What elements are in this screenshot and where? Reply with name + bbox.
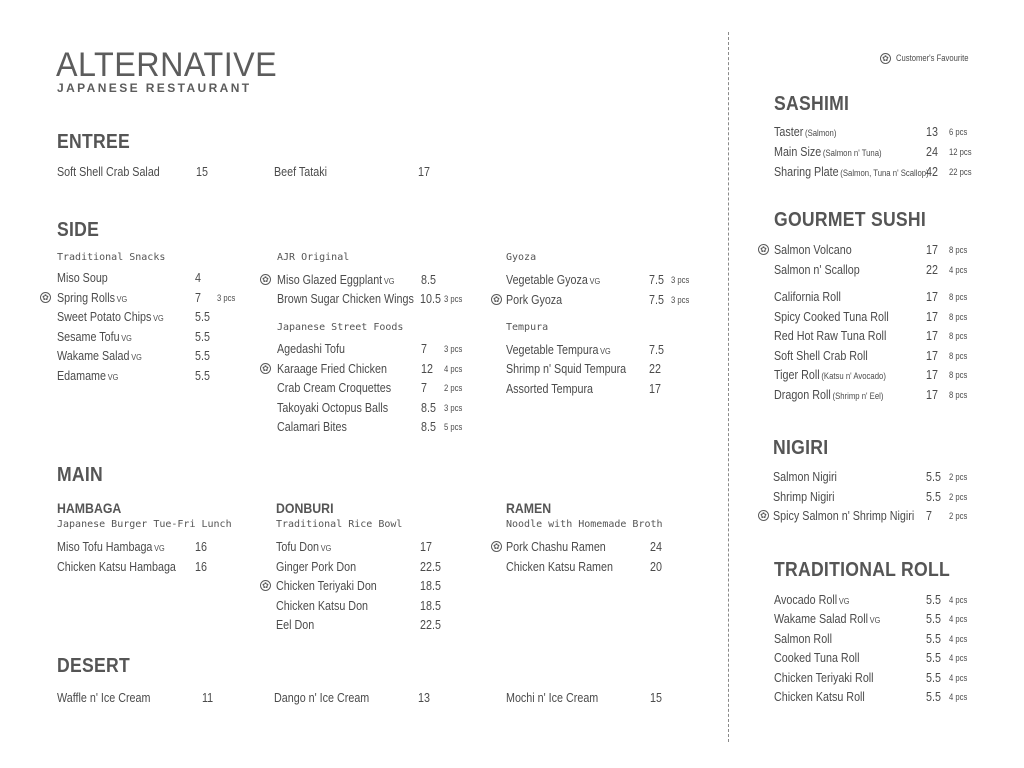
column-divider (728, 32, 729, 742)
item-name: Vegetable Tempura VG (506, 343, 611, 357)
legend-label: Customer's Favourite (896, 53, 969, 63)
group-label: Gyoza (506, 252, 537, 263)
item-price: 17 (649, 382, 661, 396)
vegan-tag: VG (107, 372, 119, 382)
ramen-title: RAMEN (506, 500, 552, 516)
menu-item (57, 328, 257, 346)
flower-icon: ✿ (40, 292, 51, 303)
item-name: Chicken Katsu Hambaga (57, 560, 176, 574)
menu-item (57, 689, 257, 707)
item-pieces: 8 pcs (949, 390, 968, 400)
item-name: Chicken Teriyaki Roll (774, 671, 874, 685)
flower-icon: ✿ (758, 510, 769, 521)
menu-item (774, 366, 994, 384)
item-price: 5.5 (195, 369, 210, 383)
item-pieces: 8 pcs (949, 370, 968, 380)
menu-item (774, 649, 994, 667)
item-name: Spring Rolls VG (57, 291, 128, 305)
menu-item (774, 688, 994, 706)
item-name: Salmon Volcano (774, 243, 852, 257)
group-label: Japanese Street Foods (277, 322, 404, 333)
item-name: Pork Gyoza (506, 293, 563, 307)
menu-item (277, 340, 477, 358)
menu-item (277, 290, 477, 308)
item-name: Crab Cream Croquettes (277, 381, 392, 395)
hambaga-title: HAMBAGA (57, 500, 122, 516)
item-price: 5.5 (926, 690, 941, 704)
menu-item (57, 289, 257, 307)
item-name: Miso Soup (57, 271, 108, 285)
item-pieces: 2 pcs (949, 472, 968, 482)
item-name: Agedashi Tofu (277, 342, 345, 356)
menu-item (277, 360, 477, 378)
item-name: Brown Sugar Chicken Wings (277, 292, 414, 306)
nigiri-title: NIGIRI (773, 437, 829, 459)
item-price: 17 (926, 310, 938, 324)
item-name: Dragon Roll (Shrimp n' Eel) (774, 388, 884, 402)
item-pieces: 22 pcs (949, 167, 972, 177)
menu-item (57, 163, 257, 181)
menu-item (277, 379, 477, 397)
item-price: 7.5 (649, 293, 664, 307)
item-price: 7 (421, 342, 427, 356)
menu-item (506, 558, 706, 576)
menu-item (57, 269, 257, 287)
menu-item (274, 163, 474, 181)
flower-icon: ✿ (260, 274, 271, 285)
item-pieces: 2 pcs (444, 383, 463, 393)
group-label: Noodle with Homemade Broth (506, 519, 663, 530)
gourmet-sushi-title: GOURMET SUSHI (774, 209, 927, 231)
vegan-tag: VG (838, 596, 850, 606)
item-price: 17 (926, 368, 938, 382)
item-price: 5.5 (926, 593, 941, 607)
item-name: Chicken Teriyaki Don (276, 579, 377, 593)
item-note: (Salmon, Tuna n' Scallop) (840, 168, 929, 178)
vegan-tag: VG (383, 276, 395, 286)
item-name: Chicken Katsu Ramen (506, 560, 613, 574)
item-price: 11 (202, 691, 214, 705)
item-price: 5.5 (926, 632, 941, 646)
item-price: 4 (195, 271, 201, 285)
menu-item (774, 143, 994, 161)
menu-item (774, 669, 994, 687)
menu-item (774, 610, 994, 628)
menu-item (57, 538, 257, 556)
flower-icon: ✿ (260, 363, 271, 374)
item-name: Red Hot Raw Tuna Roll (774, 329, 887, 343)
item-price: 20 (650, 560, 662, 574)
menu-item (57, 347, 257, 365)
flower-icon: ✿ (491, 541, 502, 552)
item-name: Vegetable Gyoza VG (506, 273, 601, 287)
item-name: Calamari Bites (277, 420, 347, 434)
item-pieces: 4 pcs (949, 614, 968, 624)
menu-item (774, 163, 994, 181)
item-pieces: 3 pcs (444, 294, 463, 304)
item-price: 5.5 (926, 612, 941, 626)
menu-item (774, 591, 994, 609)
item-price: 5.5 (926, 671, 941, 685)
menu-item (774, 327, 994, 345)
item-name: Pork Chashu Ramen (506, 540, 606, 554)
menu-item (57, 558, 257, 576)
item-price: 7.5 (649, 343, 664, 357)
menu-item (277, 418, 477, 436)
item-pieces: 3 pcs (671, 275, 690, 285)
menu-item (57, 308, 257, 326)
vegan-tag: VG (116, 294, 128, 304)
item-name: Dango n' Ice Cream (274, 691, 370, 705)
group-label: Tempura (506, 322, 549, 333)
item-name: Miso Tofu Hambaga VG (57, 540, 165, 554)
menu-item (774, 386, 994, 404)
item-price: 42 (926, 165, 938, 179)
item-price: 5.5 (195, 310, 210, 324)
item-name: Tofu Don VG (276, 540, 332, 554)
item-price: 5.5 (926, 470, 941, 484)
menu-item (774, 261, 994, 279)
item-note: (Salmon) (805, 128, 837, 138)
item-name: Sweet Potato Chips VG (57, 310, 164, 324)
item-note: (Shrimp n' Eel) (832, 391, 884, 401)
item-price: 22 (926, 263, 938, 277)
item-price: 10.5 (420, 292, 441, 306)
item-name: Sharing Plate (Salmon, Tuna n' Scallop) (774, 165, 929, 179)
item-price: 7 (421, 381, 427, 395)
item-price: 15 (650, 691, 662, 705)
item-name: Spicy Cooked Tuna Roll (774, 310, 889, 324)
item-name: Cooked Tuna Roll (774, 651, 860, 665)
traditional-roll-title: TRADITIONAL ROLL (774, 559, 950, 581)
item-price: 22.5 (420, 560, 441, 574)
menu-item (276, 538, 476, 556)
flower-icon: ✿ (758, 244, 769, 255)
item-price: 5.5 (195, 349, 210, 363)
vegan-tag: VG (600, 346, 611, 356)
item-name: Wakame Salad VG (57, 349, 142, 363)
item-pieces: 8 pcs (949, 331, 968, 341)
item-pieces: 8 pcs (949, 312, 968, 322)
vegan-tag: VG (869, 615, 881, 625)
item-pieces: 4 pcs (444, 364, 463, 374)
menu-item (774, 123, 994, 141)
restaurant-subtitle: JAPANESE RESTAURANT (57, 81, 252, 95)
item-price: 8.5 (421, 420, 436, 434)
item-name: Assorted Tempura (506, 382, 594, 396)
group-label: Traditional Rice Bowl (276, 519, 403, 530)
menu-item (506, 341, 706, 359)
item-name: Main Size (Salmon n' Tuna) (774, 145, 882, 159)
menu-item (774, 241, 994, 259)
item-pieces: 4 pcs (949, 634, 968, 644)
donburi-title: DONBURI (276, 500, 334, 516)
item-pieces: 6 pcs (949, 127, 968, 137)
menu-item (57, 367, 257, 385)
item-pieces: 4 pcs (949, 692, 968, 702)
menu-item (506, 538, 706, 556)
menu-item (774, 288, 994, 306)
menu-item (774, 308, 994, 326)
menu-item (506, 380, 706, 398)
flower-icon: ✿ (491, 294, 502, 305)
menu-item (276, 558, 476, 576)
menu-item (773, 468, 993, 486)
vegan-tag: VG (320, 543, 332, 553)
menu-item (274, 689, 474, 707)
item-price: 16 (195, 560, 207, 574)
item-name: Ginger Pork Don (276, 560, 357, 574)
item-price: 16 (195, 540, 207, 554)
menu-item (506, 689, 706, 707)
item-name: Salmon Nigiri (773, 470, 837, 484)
item-price: 17 (926, 243, 938, 257)
item-name: Waffle n' Ice Cream (57, 691, 151, 705)
item-pieces: 5 pcs (444, 422, 463, 432)
item-pieces: 4 pcs (949, 595, 968, 605)
item-name: Edamame VG (57, 369, 119, 383)
item-price: 24 (650, 540, 662, 554)
item-price: 5.5 (926, 651, 941, 665)
restaurant-name: ALTERNATIVE (56, 46, 278, 84)
vegan-tag: VG (154, 543, 165, 553)
sashimi-title: SASHIMI (774, 93, 850, 115)
item-name: Soft Shell Crab Salad (57, 165, 160, 179)
item-name: Chicken Katsu Roll (774, 690, 865, 704)
item-name: Beef Tataki (274, 165, 327, 179)
item-price: 17 (926, 290, 938, 304)
item-name: California Roll (774, 290, 841, 304)
group-label: Traditional Snacks (57, 252, 166, 263)
item-name: Chicken Katsu Don (276, 599, 369, 613)
item-name: Avocado Roll VG (774, 593, 850, 607)
menu-item (773, 488, 993, 506)
item-price: 8.5 (421, 273, 436, 287)
item-pieces: 3 pcs (444, 403, 463, 413)
menu-item (774, 347, 994, 365)
menu-item (774, 630, 994, 648)
side-title: SIDE (57, 219, 100, 241)
item-price: 17 (926, 349, 938, 363)
vegan-tag: VG (121, 333, 132, 343)
item-name: Wakame Salad Roll VG (774, 612, 881, 626)
vegan-tag: VG (589, 276, 601, 286)
item-price: 18.5 (420, 599, 441, 613)
item-pieces: 8 pcs (949, 351, 968, 361)
desert-title: DESERT (57, 655, 130, 677)
item-name: Karaage Fried Chicken (277, 362, 387, 376)
item-name: Shrimp Nigiri (773, 490, 835, 504)
menu-item (276, 597, 476, 615)
item-pieces: 3 pcs (671, 295, 690, 305)
item-price: 7 (926, 509, 932, 523)
item-pieces: 2 pcs (949, 492, 968, 502)
item-name: Sesame Tofu VG (57, 330, 132, 344)
item-price: 13 (926, 125, 938, 139)
item-pieces: 8 pcs (949, 245, 968, 255)
item-name: Miso Glazed Eggplant VG (277, 273, 395, 287)
item-price: 13 (418, 691, 430, 705)
group-label: AJR Original (277, 252, 350, 263)
item-price: 7 (195, 291, 201, 305)
item-name: Tiger Roll (Katsu n' Avocado) (774, 368, 886, 382)
item-price: 8.5 (421, 401, 436, 415)
item-price: 12 (421, 362, 433, 376)
item-name: Taster (Salmon) (774, 125, 837, 139)
item-pieces: 4 pcs (949, 673, 968, 683)
menu-item (277, 271, 477, 289)
main-title: MAIN (57, 464, 104, 486)
menu-item (276, 616, 476, 634)
item-note: (Salmon n' Tuna) (822, 148, 882, 158)
item-name: Spicy Salmon n' Shrimp Nigiri (773, 509, 915, 523)
item-price: 22.5 (420, 618, 441, 632)
vegan-tag: VG (131, 352, 142, 362)
item-name: Soft Shell Crab Roll (774, 349, 868, 363)
item-name: Eel Don (276, 618, 315, 632)
item-price: 5.5 (195, 330, 210, 344)
item-price: 18.5 (420, 579, 441, 593)
item-price: 5.5 (926, 490, 941, 504)
item-name: Salmon n' Scallop (774, 263, 860, 277)
item-price: 17 (926, 388, 938, 402)
item-pieces: 3 pcs (444, 344, 463, 354)
group-label: Japanese Burger Tue-Fri Lunch (57, 519, 232, 530)
item-pieces: 8 pcs (949, 292, 968, 302)
item-price: 22 (649, 362, 661, 376)
menu-item (506, 291, 706, 309)
item-pieces: 4 pcs (949, 653, 968, 663)
item-name: Salmon Roll (774, 632, 832, 646)
item-pieces: 4 pcs (949, 265, 968, 275)
item-pieces: 12 pcs (949, 147, 972, 157)
item-price: 7.5 (649, 273, 664, 287)
item-price: 24 (926, 145, 938, 159)
item-name: Shrimp n' Squid Tempura (506, 362, 627, 376)
item-pieces: 2 pcs (949, 511, 968, 521)
item-note: (Katsu n' Avocado) (821, 371, 886, 381)
menu-item (276, 577, 476, 595)
item-price: 17 (926, 329, 938, 343)
item-pieces: 3 pcs (217, 293, 236, 303)
menu-item (506, 271, 706, 289)
item-price: 15 (196, 165, 208, 179)
item-price: 17 (420, 540, 432, 554)
vegan-tag: VG (153, 313, 164, 323)
flower-icon: ✿ (260, 580, 271, 591)
menu-item (277, 399, 477, 417)
item-price: 17 (418, 165, 430, 179)
menu-item (506, 360, 706, 378)
item-name: Takoyaki Octopus Balls (277, 401, 389, 415)
flower-icon: ✿ (880, 53, 891, 64)
entree-title: ENTREE (57, 131, 130, 153)
item-name: Mochi n' Ice Cream (506, 691, 599, 705)
menu-item (773, 507, 993, 525)
